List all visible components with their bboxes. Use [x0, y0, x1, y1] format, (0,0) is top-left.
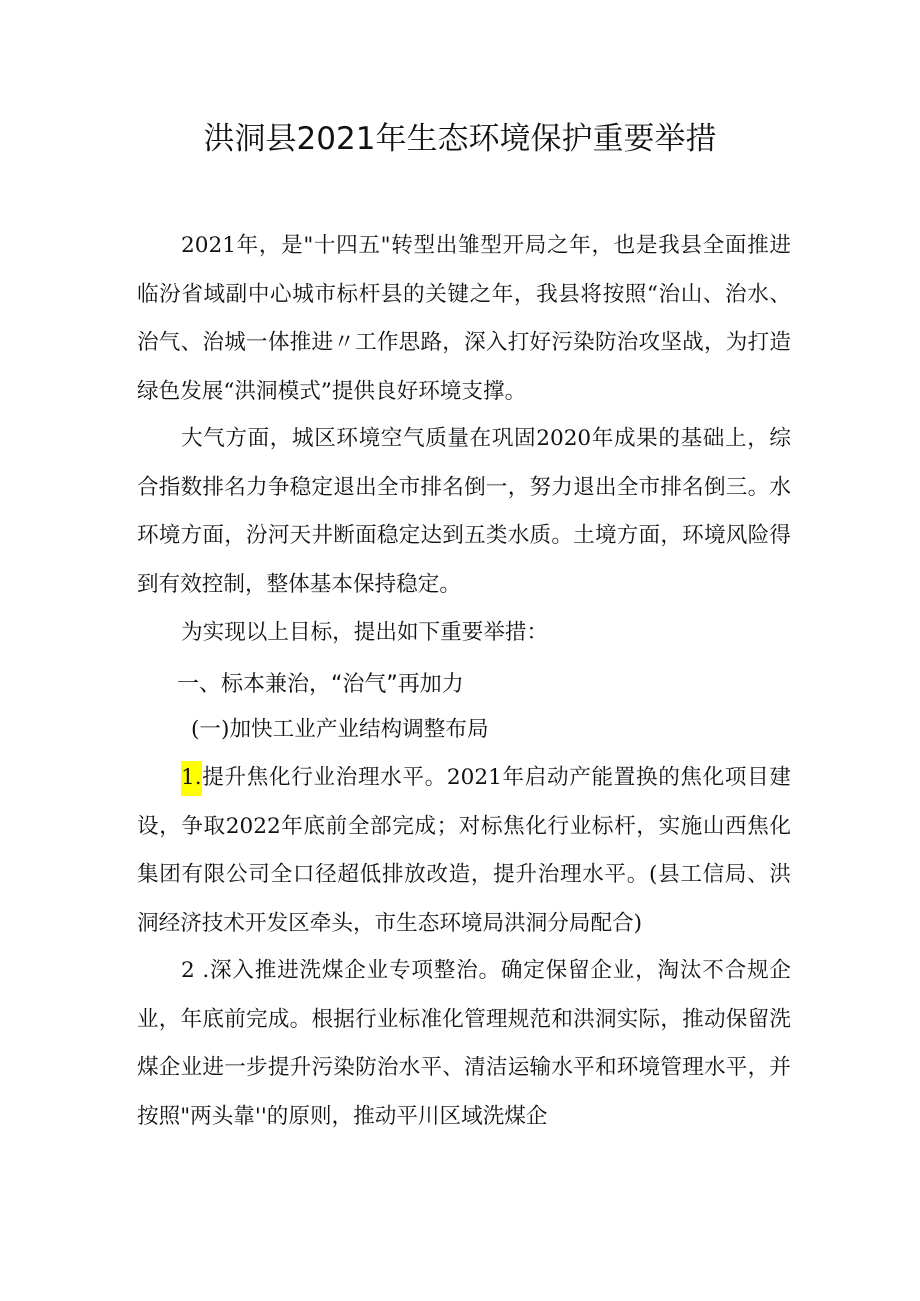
subsection-heading-1: (一)加快工业产业结构调整布局	[191, 717, 489, 742]
lead-paragraph: 为实现以上目标，提出如下重要举措：	[181, 620, 549, 645]
measure-item-1-text: 提升焦化行业治理水平。2021年启动产能置换的焦化项目建设，争取2022年底前全部完成；对标焦化行业标杆，实施山西焦化集团有限公司全口径超低排放改造，提升治理水平。(县工信局、洪洞经济技术开发区牵头，市生态环境局洪洞分局配合)	[137, 765, 791, 936]
measure-item-2: 2 .深入推进洗煤企业专项整治。确定保留企业，淘汰不合规企业，年底前完成。根据行业标准化管理规范和洪洞实际，推动保留洗煤企业进一步提升污染防治水平、清洁运输水平和环境管理水平，并按照"两头靠''的原则，推动平川区域洗煤企	[137, 958, 791, 1129]
intro-paragraph: 2021年，是"十四五"转型出雏型开局之年，也是我县全面推进临汾省域副中心城市标杆县的关键之年，我县将按照“治山、治水、治气、治城一体推进〃工作思路，深入打好污染防治攻坚战，为打造绿色发展“洪洞模式”提供良好环境支撑。	[137, 233, 791, 404]
highlighted-item-number: 1.	[181, 761, 202, 796]
goals-paragraph: 大气方面，城区环境空气质量在巩固2020年成果的基础上，综合指数排名力争稳定退出全市排名倒一，努力退出全市排名倒三。水环境方面，汾河天井断面稳定达到五类水质。土境方面，环境风险得到有效控制，整体基本保持稳定。	[137, 426, 791, 597]
measure-item-1	[137, 754, 791, 948]
document-title: 洪洞县2021年生态环境保护重要举措	[203, 121, 717, 157]
section-heading-1: 一、标本兼治，“治气”再加力	[177, 672, 464, 697]
